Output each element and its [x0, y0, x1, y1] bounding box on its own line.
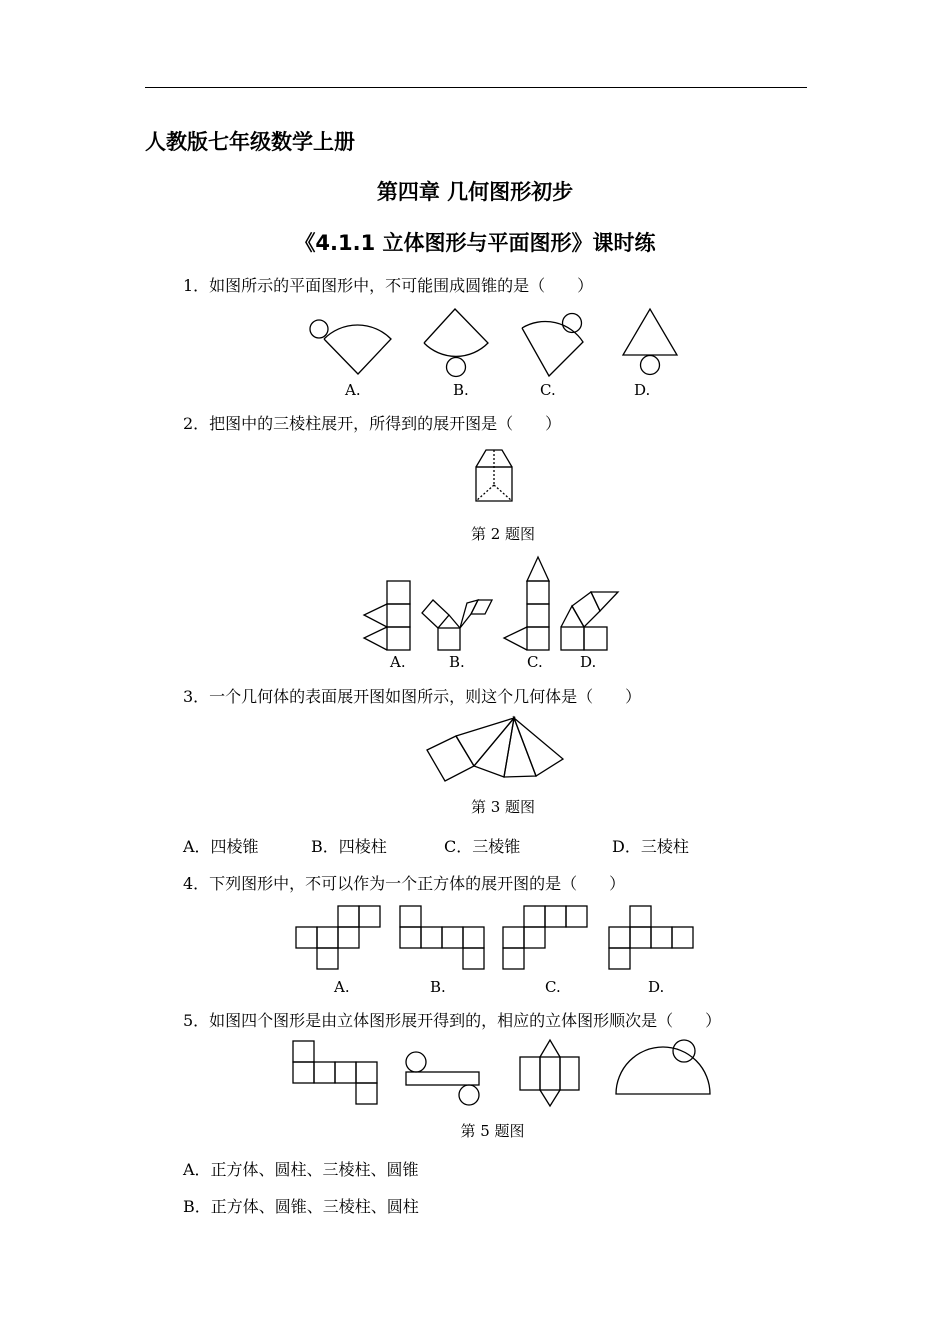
question-3-stem: 3．一个几何体的表面展开图如图所示，则这个几何体是（ ） — [183, 687, 642, 706]
q2-label-b: B. — [449, 653, 465, 671]
q4-label-d: D. — [648, 978, 665, 996]
q5-option-b: B．正方体、圆锥、三棱柱、圆柱 — [183, 1197, 419, 1216]
q3-option-c: C．三棱锥 — [444, 837, 521, 856]
q4-label-c: C. — [545, 978, 561, 996]
q2-label-c: C. — [527, 653, 543, 671]
q2-figure-caption: 第 2 题图 — [470, 525, 536, 543]
question-5-stem: 5．如图四个图形是由立体图形展开得到的，相应的立体图形顺次是（ ） — [183, 1011, 722, 1030]
q2-label-a: A. — [390, 653, 406, 671]
q2-label-d: D. — [580, 653, 597, 671]
question-2-stem: 2．把图中的三棱柱展开，所得到的展开图是（ ） — [183, 414, 562, 433]
lesson-title: 《4.1.1 立体图形与平面图形》课时练 — [294, 231, 656, 255]
q3-option-a: A．四棱锥 — [183, 837, 259, 856]
chapter-title: 第四章 几何图形初步 — [376, 180, 574, 204]
q1-label-a: A. — [345, 381, 361, 399]
question-4-stem: 4．下列图形中，不可以作为一个正方体的展开图的是（ ） — [183, 874, 626, 893]
q1-label-d: D. — [634, 381, 651, 399]
q5-figure-prism-net — [520, 1040, 579, 1106]
q5-figure-cone-net — [616, 1040, 710, 1094]
q4-label-a: A. — [334, 978, 350, 996]
q5-figure-cube-net — [293, 1041, 377, 1104]
book-title: 人教版七年级数学上册 — [145, 130, 355, 154]
question-1-stem: 1．如图所示的平面图形中，不可能围成圆锥的是（ ） — [183, 276, 594, 295]
q3-option-b: B．四棱柱 — [311, 837, 387, 856]
q3-option-d: D．三棱柱 — [612, 837, 689, 856]
q5-option-a: A．正方体、圆柱、三棱柱、圆锥 — [183, 1160, 419, 1179]
q5-figure-cylinder-net — [406, 1052, 479, 1105]
q4-label-b: B. — [430, 978, 446, 996]
q5-figure-caption: 第 5 题图 — [460, 1122, 525, 1140]
q3-figure-caption: 第 3 题图 — [470, 798, 536, 816]
q1-label-c: C. — [540, 381, 556, 399]
q1-label-b: B. — [453, 381, 469, 399]
